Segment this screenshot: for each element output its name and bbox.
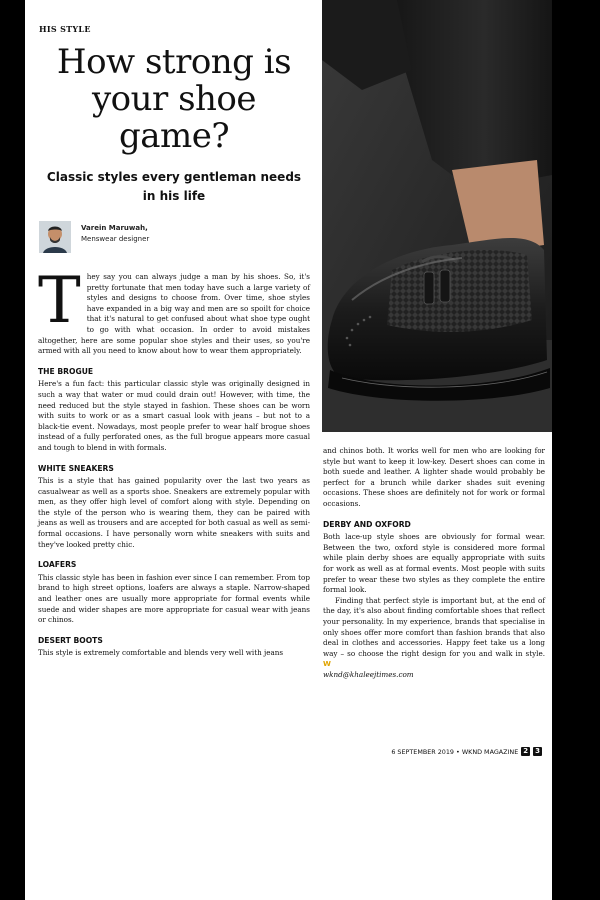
heading-derby-oxford: DERBY AND OXFORD <box>323 519 411 529</box>
paragraph-desert-boots: This style is extremely comfortable and blends very well with jeans <box>38 648 284 658</box>
paragraph-desert-boots-cont: and chinos both. It works well for men who are looking for style but want to keep it low-key. Desert shoes can come in both suede and leather. A lighter shade would probably be perfect for a brunch while darker shades suit evening occasions. These shoes are definitely not for work or formal occasions. <box>323 446 545 508</box>
loafer-shoe-photo <box>322 0 552 432</box>
paragraph-derby-oxford: Both lace-up style shoes are obviously for formal wear. Between the two, oxford style is considered more formal while plain derby shoes are equally appropriate with suits for work as well as at formal events. Most people with suits prefer to wear these two styles as they complete the entire formal look. <box>323 532 545 595</box>
author-role: Menswear designer <box>81 235 150 243</box>
heading-desert-boots: DESERT BOOTS <box>38 635 103 645</box>
intro-text: hey say you can always judge a man by his shoes. So, it's pretty fortunate that men today have such a large variety of styles and designs to choose from. Over time, shoe styles have expanded in a big way and men are so spoilt for choice that it's natural to get confused about what shoe type ought to go with what occasion. In order to avoid mistakes altogether, here are some popular shoe styles and their uses, so you're armed with all you need to know about how to wear them appropriately. <box>38 272 310 356</box>
paragraph-loafers: This classic style has been in fashion ever since I can remember. From top brand to high street options, loafers are always a staple. Narrow-shaped and leather ones are usually more appropriate for formal events while suede and wider shapes are more appropriate for casual wear with jeans or chinos. <box>38 572 310 625</box>
heading-loafers: LOAFERS <box>38 560 77 570</box>
footer-text: 6 SEPTEMBER 2019 • WKND MAGAZINE <box>391 747 519 756</box>
closing-text: Finding that perfect style is important but, at the end of the day, it's also about finding comfortable shoes that reflect your personality. In my experience, brands that specialise in only shoes offer more comfort than fashion brands that also deal in clothes and accessories. Happy feet take us a long way – so choose the right design for you and walk in style. <box>323 595 545 658</box>
heading-brogue: THE BROGUE <box>38 366 94 376</box>
author-name: Varein Maruwah, <box>81 224 148 232</box>
page-footer <box>391 747 542 756</box>
right-column <box>323 446 545 680</box>
paragraph-brogue: Here's a fun fact: this particular classic style was originally designed in such a way that water or mud could drain out! However, with time, the need reduced but the style stayed in fashion. These shoes can be worn with suits to work or as a smart casual look with jeans – but not to a black-tie event. Nowadays, most people prefer to wear half brogue shoes instead of a fully perforated ones, as the full brogue appears more casual and tough to blend in with formals. <box>38 379 310 452</box>
author-avatar <box>39 221 71 253</box>
end-mark-logo: W <box>323 659 331 669</box>
page-number-right: 3 <box>535 747 540 755</box>
headline: How strong is your shoe game? <box>56 42 292 156</box>
section-tag: HIS STYLE <box>39 24 91 34</box>
shoe-illustration <box>322 0 552 432</box>
drop-cap: T <box>38 264 81 338</box>
author-email[interactable]: wknd@khaleejtimes.com <box>323 669 414 679</box>
paragraph-closing <box>323 596 545 670</box>
heading-white-sneakers: WHITE SNEAKERS <box>38 463 114 473</box>
page-number-left: 2 <box>523 747 529 755</box>
author-portrait-icon <box>39 221 71 253</box>
subhead: Classic styles every gentleman needs in his life <box>46 170 302 203</box>
author-byline <box>39 221 309 255</box>
magazine-page <box>25 0 552 900</box>
intro-paragraph <box>38 264 310 357</box>
left-column <box>38 264 310 659</box>
paragraph-white-sneakers: This is a style that has gained popularity over the last two years as casualwear as well as a sports shoe. Sneakers are extremely popular with men, as they offer high level of comfort along with style. Depending on the style of the person who is wearing them, they can be paired with jeans as well as trousers and are accepted for both casual as well as semi-formal occasions. I have personally worn white sneakers with suits and they've looked pretty chic. <box>38 476 310 549</box>
